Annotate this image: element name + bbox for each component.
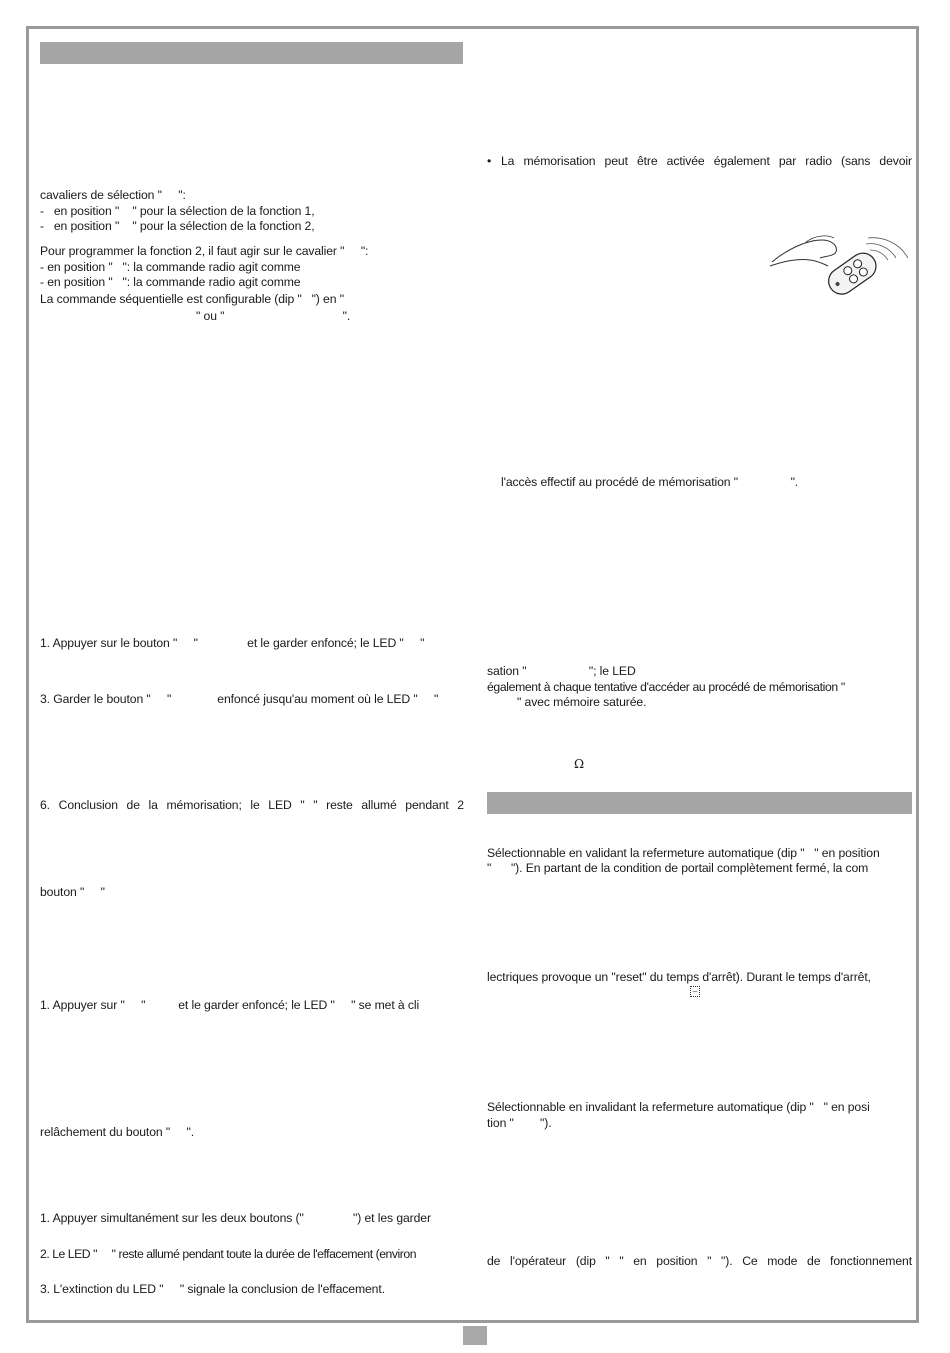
small-box-icon: – (690, 986, 700, 997)
sequentielle-line: La commande séquentielle est configurable (dip " ") en " (40, 292, 344, 306)
bullet-icon: • (487, 154, 492, 168)
step-6-line: 6. Conclusion de la mémorisation; le LED " " reste allumé pendant 2 (40, 798, 464, 812)
step-2c-line: 2. Le LED " " reste allumé pendant toute la durée de l'effacement (environ (40, 1247, 417, 1261)
sation-line: sation " "; le LED (487, 664, 636, 678)
tion-line: tion " "). (487, 1116, 552, 1130)
position-line-1: - en position " " pour la sélection de la fonction 1, (40, 204, 315, 218)
step-1b-line: 1. Appuyer sur " " et le garder enfoncé; le LED " " se met à cli (40, 998, 420, 1012)
lectriques-line: lectriques provoque un "reset" du temps d'arrêt). Durant le temps d'arrêt, (487, 970, 871, 984)
radio-line-1: - en position " ": la commande radio agit comme (40, 260, 301, 274)
memorisation-line: La mémorisation peut être activée également par radio (sans devoir (501, 154, 912, 168)
relachement-line: relâchement du bouton " ". (40, 1125, 195, 1139)
selectionnable-validant-line: Sélectionnable en validant la refermeture automatique (dip " " en position (487, 846, 880, 860)
step-3-line: 3. Garder le bouton " " enfoncé jusqu'au moment où le LED " " (40, 692, 439, 706)
ou-line: " ou " ". (196, 309, 351, 323)
position-line-2: - en position " " pour la sélection de la fonction 2, (40, 219, 315, 233)
bouton-line: bouton " " (40, 885, 105, 899)
selectionnable-invalidant-line: Sélectionnable en invalidant la refermeture automatique (dip " " en posi (487, 1100, 870, 1114)
page-number-tab (463, 1326, 487, 1345)
prog-fonction2-line: Pour programmer la fonction 2, il faut agir sur le cavalier " ": (40, 244, 369, 258)
radio-line-2: - en position " ": la commande radio agit comme (40, 275, 301, 289)
omega-symbol: Ω (574, 757, 585, 771)
operateur-line: de l'opérateur (dip " " en position " "). Ce mode de fonctionnement (487, 1254, 912, 1268)
egalement-line: également à chaque tentative d'accéder au procédé de mémorisation " (487, 680, 845, 694)
cavaliers-line: cavaliers de sélection " ": (40, 188, 186, 202)
portail-ferme-line: " "). En partant de la condition de portail complètement fermé, la com (487, 861, 869, 875)
section-header-bar-left (40, 42, 463, 64)
acces-line: l'accès effectif au procédé de mémorisation " ". (501, 475, 799, 489)
step-1-line: 1. Appuyer sur le bouton " " et le garder enfoncé; le LED " " (40, 636, 425, 650)
remote-control-hand-icon (766, 232, 916, 312)
section-header-bar-right (487, 792, 912, 814)
step-1c-line: 1. Appuyer simultanément sur les deux boutons (" ") et les garder (40, 1211, 431, 1225)
saturee-line: " avec mémoire saturée. (517, 695, 647, 709)
step-3c-line: 3. L'extinction du LED " " signale la conclusion de l'effacement. (40, 1282, 385, 1296)
